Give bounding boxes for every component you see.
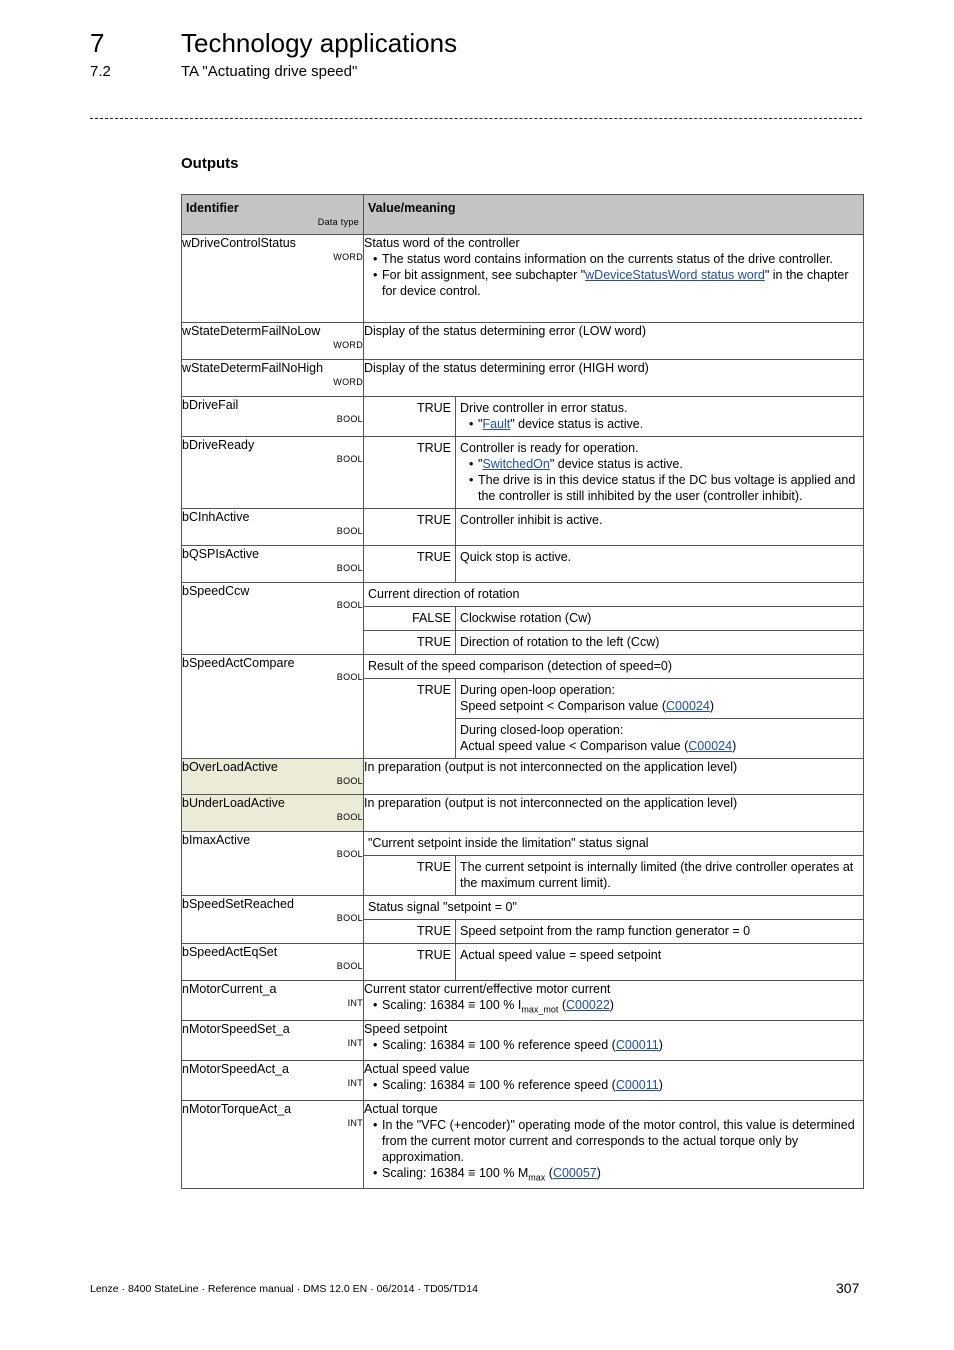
section-number: 7.2 <box>90 63 111 80</box>
value-key: TRUE <box>364 509 456 545</box>
bullet-item: • The status word contains information on the currents status of the drive controller. <box>364 251 863 267</box>
data-type: WORD <box>333 340 363 350</box>
meaning-text: During open-loop operation: <box>460 683 615 697</box>
value-key: TRUE <box>364 546 456 582</box>
identifier-text: wDriveControlStatus <box>182 236 296 250</box>
identifier-cell <box>182 832 364 896</box>
table-row <box>182 583 864 655</box>
value-meaning <box>456 437 864 508</box>
data-type: BOOL <box>336 454 363 464</box>
identifier-header-label: Identifier <box>186 201 239 215</box>
description: Speed setpoint <box>364 1022 448 1036</box>
bullet-text: Scaling: 16384 ≡ 100 % M <box>382 1166 529 1180</box>
data-type: WORD <box>333 377 363 387</box>
table-row <box>182 1101 864 1189</box>
value-cell <box>364 323 864 360</box>
description: Actual torque <box>364 1102 438 1116</box>
identifier-cell <box>182 437 364 509</box>
value-key: TRUE <box>364 631 456 655</box>
data-type: BOOL <box>336 849 363 859</box>
data-type: BOOL <box>336 414 363 424</box>
table-row <box>182 832 864 896</box>
identifier-text: bQSPIsActive <box>182 547 260 561</box>
bullet-text: Scaling: 16384 ≡ 100 % I <box>382 998 522 1012</box>
description: In preparation (output is not interconnected on the application level) <box>364 760 738 774</box>
bullet-text: " <box>478 457 483 471</box>
identifier-cell <box>182 546 364 583</box>
value-meaning: Direction of rotation to the left (Ccw) <box>456 631 864 655</box>
bullet-text: Scaling: 16384 ≡ 100 % reference speed ( <box>382 1038 616 1052</box>
value-meaning <box>456 719 864 759</box>
bullet-text: " <box>478 417 483 431</box>
bullet-item <box>460 456 859 472</box>
meaning-text-part: ) <box>732 739 737 753</box>
bullet-text: " device status is active. <box>510 417 644 431</box>
value-meaning: Controller inhibit is active. <box>460 513 603 527</box>
value-cell <box>364 795 864 832</box>
identifier-text: bUnderLoadActive <box>182 796 285 810</box>
identifier-cell <box>182 1101 364 1189</box>
data-type: INT <box>347 998 363 1008</box>
identifier-text: wStateDetermFailNoHigh <box>182 361 324 375</box>
identifier-cell <box>182 509 364 546</box>
description: Status word of the controller <box>364 236 520 250</box>
data-type: BOOL <box>336 776 363 786</box>
bullet-text: ) <box>596 1166 601 1180</box>
description: Result of the speed comparison (detection of speed=0) <box>368 659 673 673</box>
bullet-item <box>364 267 863 299</box>
value-meaning <box>456 397 864 436</box>
data-type: BOOL <box>336 563 363 573</box>
bullet-text: Scaling: 16384 ≡ 100 % reference speed ( <box>382 1078 616 1092</box>
table-row <box>182 1021 864 1061</box>
fault-link[interactable]: Fault <box>482 417 511 431</box>
table-row <box>182 981 864 1021</box>
table-row <box>182 509 864 546</box>
identifier-text: bDriveFail <box>182 398 239 412</box>
identifier-text: nMotorTorqueAct_a <box>182 1102 292 1116</box>
data-type: BOOL <box>336 672 363 682</box>
value-cell <box>364 583 864 655</box>
subscript: max_mot <box>521 1004 559 1015</box>
c00011-link[interactable]: C00011 <box>615 1038 659 1052</box>
table-row <box>182 759 864 795</box>
identifier-text: bOverLoadActive <box>182 760 278 774</box>
bullet-text: ( <box>558 998 566 1012</box>
value-meaning: Clockwise rotation (Cw) <box>456 607 864 631</box>
value-cell <box>364 981 864 1021</box>
meaning-text: Controller is ready for operation. <box>460 441 639 455</box>
value-cell <box>364 1061 864 1101</box>
chapter-number: 7 <box>90 28 105 58</box>
data-type: INT <box>347 1038 363 1048</box>
table-row <box>182 397 864 437</box>
bullet-item <box>364 1037 863 1053</box>
chapter-title: Technology applications <box>181 28 458 58</box>
description: Display of the status determining error (LOW word) <box>364 324 647 338</box>
identifier-text: bSpeedActCompare <box>182 656 295 670</box>
meaning-text-part: Actual speed value < Comparison value ( <box>460 739 689 753</box>
identifier-text: wStateDetermFailNoLow <box>182 324 321 338</box>
bullet-text: " in the chapter for device control. <box>382 268 849 298</box>
value-cell <box>364 1101 864 1189</box>
value-cell <box>364 235 864 323</box>
table-row <box>182 896 864 944</box>
meaning-text-part: ) <box>709 699 714 713</box>
identifier-cell <box>182 1061 364 1101</box>
value-meaning-header: Value/meaning <box>364 195 864 235</box>
data-type: BOOL <box>336 961 363 971</box>
description: Current direction of rotation <box>368 587 520 601</box>
c00011-link[interactable]: C00011 <box>615 1078 659 1092</box>
value-cell <box>364 832 864 896</box>
meaning-text: Drive controller in error status. <box>460 401 628 415</box>
table-row <box>182 944 864 981</box>
data-type: INT <box>347 1118 363 1128</box>
value-cell <box>364 546 864 583</box>
value-cell <box>364 397 864 437</box>
value-cell <box>364 944 864 981</box>
value-key: FALSE <box>364 607 456 631</box>
bullet-text: ) <box>658 1038 663 1052</box>
value-cell <box>364 437 864 509</box>
table-row <box>182 546 864 583</box>
description: "Current setpoint inside the limitation" status signal <box>368 836 649 850</box>
data-type: BOOL <box>336 812 363 822</box>
value-meaning <box>456 679 864 719</box>
data-type: WORD <box>333 252 363 262</box>
value-meaning: Speed setpoint from the ramp function generator = 0 <box>456 920 864 944</box>
value-meaning: Actual speed value = speed setpoint <box>460 948 662 962</box>
bullet-item: • The drive is in this device status if the DC bus voltage is applied and the controller is still inhibited by the user (controller inhibit). <box>460 472 859 504</box>
identifier-cell <box>182 795 364 832</box>
outputs-table <box>181 194 864 1189</box>
meaning-text-part: Speed setpoint < Comparison value ( <box>460 699 667 713</box>
table-row <box>182 1061 864 1101</box>
value-cell <box>364 655 864 759</box>
data-type: BOOL <box>336 526 363 536</box>
device-status-word-link[interactable]: wDeviceStatusWord status word <box>585 268 765 282</box>
value-meaning: Quick stop is active. <box>460 550 572 564</box>
subscript: max <box>528 1172 546 1183</box>
identifier-cell <box>182 397 364 437</box>
identifier-text: bSpeedActEqSet <box>182 945 278 959</box>
meaning-text: During closed-loop operation: <box>460 723 624 737</box>
table-row <box>182 235 864 323</box>
bullet-text: For bit assignment, see subchapter " <box>382 268 586 282</box>
value-meaning: The current setpoint is internally limited (the drive controller operates at the maximum current limit). <box>456 856 864 896</box>
c00022-link[interactable]: C00022 <box>566 998 610 1012</box>
value-key: TRUE <box>364 920 456 944</box>
value-cell <box>364 759 864 795</box>
identifier-text: nMotorCurrent_a <box>182 982 277 996</box>
identifier-cell <box>182 323 364 360</box>
table-row <box>182 795 864 832</box>
table-row <box>182 655 864 759</box>
table-row <box>182 360 864 397</box>
c00024-link[interactable]: C00024 <box>666 699 710 713</box>
bullet-item <box>364 1165 863 1186</box>
identifier-text: nMotorSpeedAct_a <box>182 1062 290 1076</box>
value-key: TRUE <box>364 397 456 436</box>
identifier-cell <box>182 360 364 397</box>
value-key: TRUE <box>364 856 456 896</box>
value-cell <box>364 360 864 397</box>
data-type: INT <box>347 1078 363 1088</box>
table-row <box>182 437 864 509</box>
footer-text: Lenze · 8400 StateLine · Reference manual · DMS 12.0 EN · 06/2014 · TD05/TD14 <box>90 1283 478 1295</box>
outputs-heading: Outputs <box>181 155 239 172</box>
c00057-link[interactable]: C00057 <box>552 1166 597 1180</box>
switched-on-link[interactable]: SwitchedOn <box>482 457 550 471</box>
value-cell <box>364 509 864 546</box>
identifier-text: bCInhActive <box>182 510 250 524</box>
data-type: BOOL <box>336 600 363 610</box>
description: Display of the status determining error (HIGH word) <box>364 361 649 375</box>
table-row <box>182 323 864 360</box>
value-key: TRUE <box>364 437 456 508</box>
identifier-text: bSpeedCcw <box>182 584 250 598</box>
bullet-text: " device status is active. <box>549 457 683 471</box>
bullet-item <box>460 416 859 432</box>
identifier-cell <box>182 981 364 1021</box>
table-header-row <box>182 195 864 235</box>
value-cell <box>364 1021 864 1061</box>
page-number: 307 <box>836 1280 860 1296</box>
meaning-text <box>460 738 859 754</box>
identifier-cell <box>182 235 364 323</box>
data-type-header-label: Data type <box>317 217 359 227</box>
value-cell <box>364 896 864 944</box>
header-divider <box>90 118 862 119</box>
identifier-text: bSpeedSetReached <box>182 897 294 911</box>
identifier-cell <box>182 1021 364 1061</box>
identifier-cell <box>182 944 364 981</box>
description: Current stator current/effective motor current <box>364 982 611 996</box>
identifier-cell <box>182 759 364 795</box>
description: Status signal "setpoint = 0" <box>368 900 517 914</box>
bullet-item <box>364 997 863 1018</box>
identifier-cell <box>182 583 364 655</box>
identifier-header <box>182 195 364 235</box>
identifier-cell <box>182 655 364 759</box>
identifier-text: nMotorSpeedSet_a <box>182 1022 290 1036</box>
bullet-text: ) <box>609 998 614 1012</box>
value-key: TRUE <box>364 679 456 759</box>
bullet-text: ) <box>658 1078 663 1092</box>
data-type: BOOL <box>336 913 363 923</box>
bullet-item: • In the "VFC (+encoder)" operating mode of the motor control, this value is determined from the current motor current and corresponds to the actual torque only by approximation. <box>364 1117 863 1165</box>
section-title: TA "Actuating drive speed" <box>181 63 358 80</box>
description: In preparation (output is not interconnected on the application level) <box>364 796 738 810</box>
bullet-text: ( <box>545 1166 553 1180</box>
value-key: TRUE <box>364 944 456 980</box>
identifier-text: bImaxActive <box>182 833 251 847</box>
description: Actual speed value <box>364 1062 470 1076</box>
meaning-text <box>460 698 859 714</box>
c00024-link[interactable]: C00024 <box>688 739 733 753</box>
bullet-item <box>364 1077 863 1093</box>
identifier-cell <box>182 896 364 944</box>
identifier-text: bDriveReady <box>182 438 255 452</box>
